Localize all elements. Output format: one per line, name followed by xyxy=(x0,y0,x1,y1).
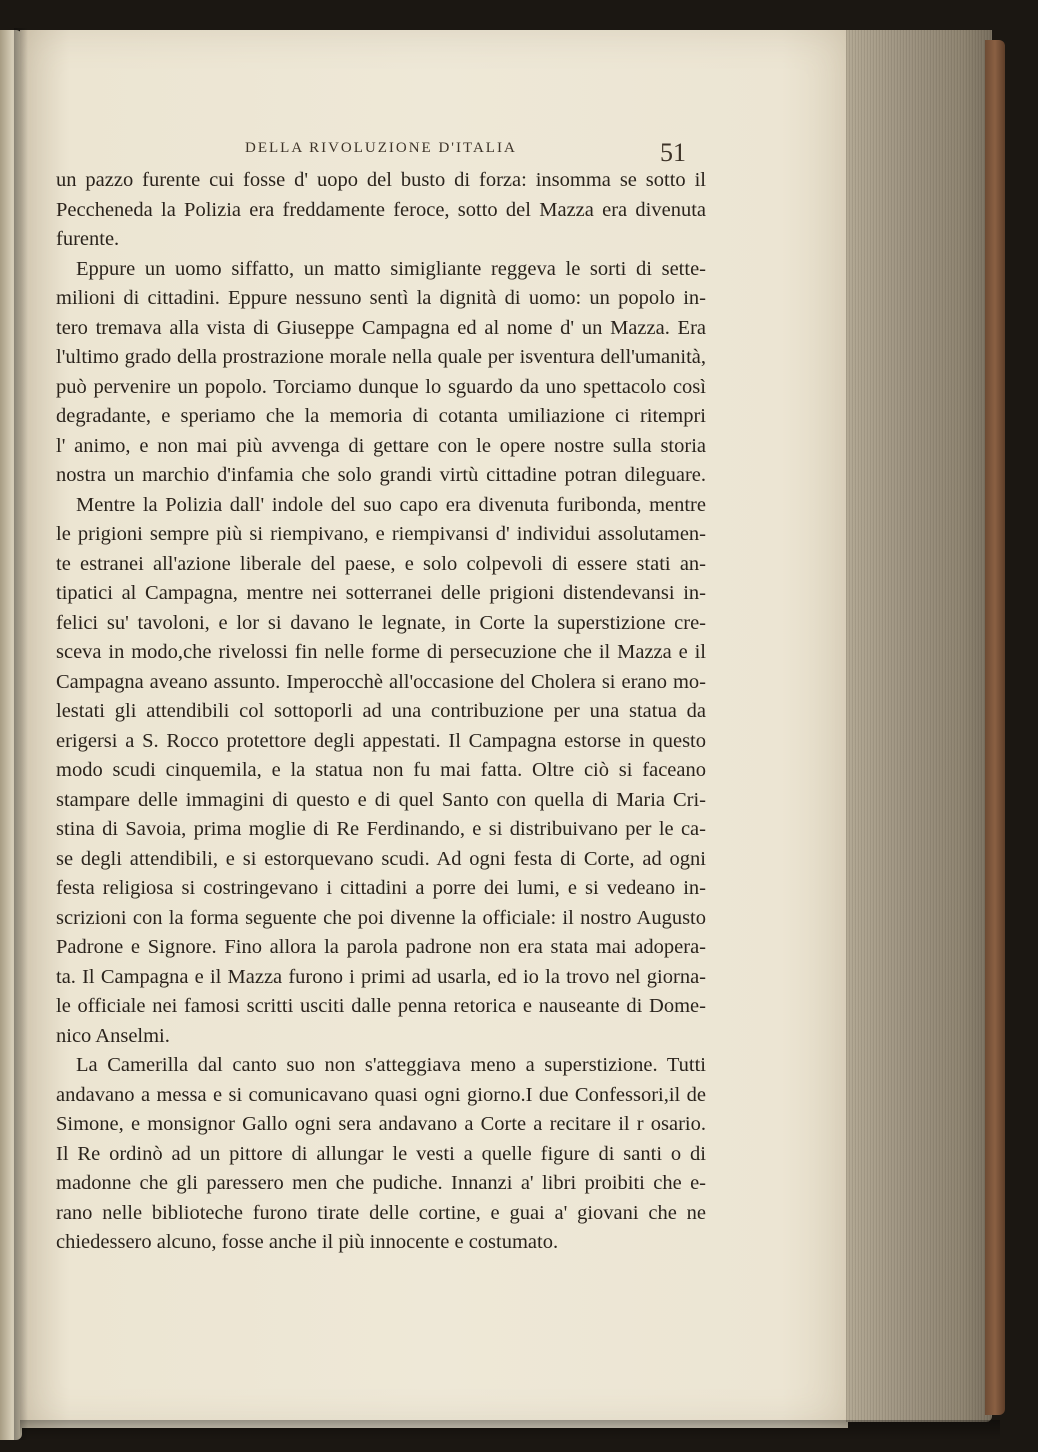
text-line: modo scudi cinquemila, e la statua non fu mai fatta. Oltre ciò si faceano xyxy=(56,759,706,781)
text-line: un pazzo furente cui fosse d' uopo del busto di forza: insomma se sotto il xyxy=(56,169,706,191)
page-shadow xyxy=(20,1420,1000,1440)
page-number: 51 xyxy=(660,138,686,167)
paragraph xyxy=(56,1051,706,1258)
paragraph xyxy=(56,491,706,1052)
text-line: le prigioni sempre più si riempivano, e riempivansi d' individui assolutamen- xyxy=(56,523,706,545)
text-line: sceva in modo,che rivelossi fin nelle forme di persecuzione che il Mazza e il xyxy=(56,641,706,663)
text-line: lestati gli attendibili col sottoporli ad una contribuzione per una statua da xyxy=(56,700,706,722)
paragraph xyxy=(56,166,706,255)
text-line: Simone, e monsignor Gallo ogni sera andavano a Corte a recitare il r osario. xyxy=(56,1113,706,1135)
text-line: Peccheneda la Polizia era freddamente feroce, sotto del Mazza era divenuta xyxy=(56,198,706,221)
text-line: Campagna aveano assunto. Imperocchè all'occasione del Cholera si erano mo- xyxy=(56,670,706,693)
text-line: nostra un marchio d'infamia che solo grandi virtù cittadine potran dileguare. xyxy=(56,464,706,486)
text-line: ta. Il Campagna e il Mazza furono i primi ad usarla, ed io la trovo nel giorna- xyxy=(56,965,706,988)
text-line: tero tremava alla vista di Giuseppe Campagna ed al nome d' un Mazza. Era xyxy=(56,316,706,339)
text-line: festa religiosa si costringevano i cittadini a porre dei lumi, e si vedeano in- xyxy=(56,877,706,899)
text-line: scrizioni con la forma seguente che poi divenne la officiale: il nostro Augusto xyxy=(56,906,706,929)
text-line: milioni di cittadini. Eppure nessuno sentì la dignità di uomo: un popolo in- xyxy=(56,287,706,309)
text-line: Padrone e Signore. Fino allora la parola padrone non era stata mai adopera- xyxy=(56,936,706,958)
book-gutter xyxy=(14,28,28,1440)
text-line: nico Anselmi. xyxy=(56,1024,170,1047)
text-line: La Camerilla dal canto suo non s'atteggiava meno a superstizione. Tutti xyxy=(76,1054,706,1076)
text-line: stampare delle immagini di questo e di quel Santo con quella di Maria Cri- xyxy=(56,788,706,811)
text-line: rano nelle biblioteche furono tirate delle cortine, e guai a' giovani che ne xyxy=(56,1201,706,1224)
text-line: Eppure un uomo siffatto, un matto simigliante reggeva le sorti di sette- xyxy=(76,257,706,280)
text-line: felici su' tavoloni, e lor si davano le legnate, in Corte la superstizione cre- xyxy=(56,611,706,634)
book-cover-edge xyxy=(985,40,1005,1415)
text-line: te estranei all'azione liberale del paese, e solo colpevoli di essere stati an- xyxy=(56,552,706,575)
text-line: tipatici al Campagna, mentre nei sotterranei delle prigioni distendevansi in- xyxy=(56,582,706,604)
text-line: l' animo, e non mai più avvenga di gettare con le opere nostre sulla storia xyxy=(56,434,706,457)
paragraph xyxy=(56,255,706,491)
text-line: erigersi a S. Rocco protettore degli appestati. Il Campagna estorse in questo xyxy=(56,729,706,752)
text-line: Il Re ordinò ad un pittore di allungar le vesti a quelle figure di santi o di xyxy=(56,1142,706,1165)
text-line: madonne che gli paressero men che pudiche. Innanzi a' libri proibiti che e- xyxy=(56,1172,706,1194)
page-fore-edge xyxy=(846,30,992,1422)
text-line: l'ultimo grado della prostrazione morale nella quale per isventura dell'umanità, xyxy=(56,346,706,368)
text-line: stina di Savoia, prima moglie di Re Ferdinando, e si distribuivano per le ca- xyxy=(56,818,706,840)
text-line: andavano a messa e si comunicavano quasi ogni giorno.I due Confessori,il de xyxy=(56,1083,706,1106)
text-line: degradante, e speriamo che la memoria di cotanta umiliazione ci ritempri xyxy=(56,405,706,427)
running-head: DELLA RIVOLUZIONE D'ITALIA xyxy=(245,140,517,156)
text-line: se degli attendibili, e si estorquevano scudi. Ad ogni festa di Corte, ad ogni xyxy=(56,847,706,870)
text-line: furente. xyxy=(56,228,120,250)
text-line: le officiale nei famosi scritti usciti dalle penna retorica e nauseante di Dome- xyxy=(56,995,706,1017)
body-text xyxy=(56,166,706,1258)
text-line: Mentre la Polizia dall' indole del suo capo era divenuta furibonda, mentre xyxy=(76,493,706,516)
text-line: può pervenire un popolo. Torciamo dunque lo sguardo da uno spettacolo così xyxy=(56,375,706,398)
text-line: chiedessero alcuno, fosse anche il più innocente e costumato. xyxy=(56,1231,559,1253)
